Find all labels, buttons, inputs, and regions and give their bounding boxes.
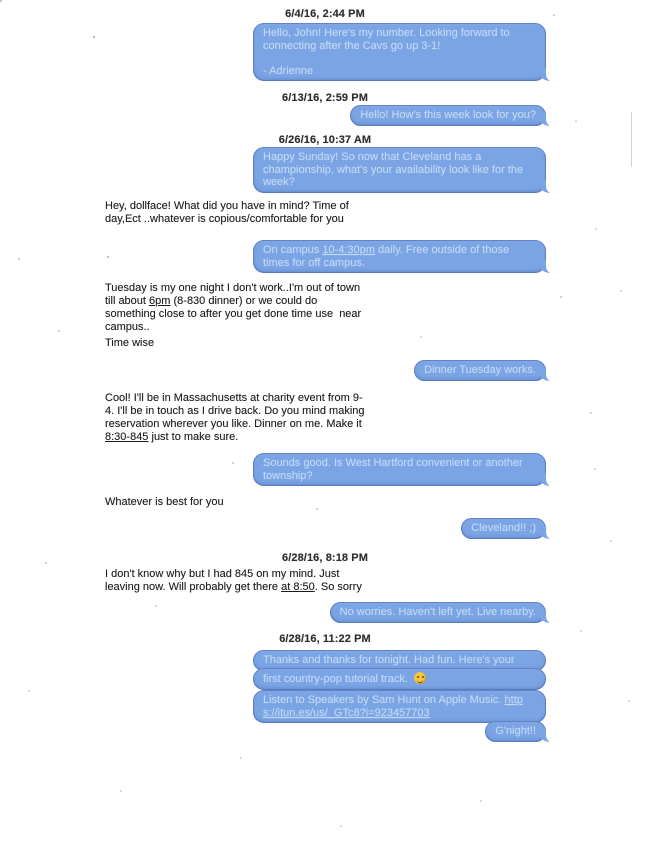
message-line xyxy=(263,176,536,189)
message-line xyxy=(105,295,361,308)
message-line xyxy=(105,337,154,350)
message-line xyxy=(263,707,536,720)
message-line xyxy=(105,568,362,581)
message-line xyxy=(105,418,365,431)
message-text: . So sorry xyxy=(314,580,362,593)
message-text: Hello! How's this week look for you? xyxy=(360,109,536,121)
message-text: just to make sure. xyxy=(148,430,239,443)
scan-noise-specks xyxy=(0,0,2,2)
sent-message-bubble xyxy=(253,453,546,486)
sent-message-bubble xyxy=(461,518,546,539)
message-text: Thanks and thanks for tonight. Had fun. Here's your xyxy=(263,654,515,666)
message-line xyxy=(105,213,349,226)
message-text: daily. Free outside of those xyxy=(374,244,510,256)
received-message-text xyxy=(105,568,362,594)
date-timestamp: 6/13/16, 2:59 PM xyxy=(282,92,368,104)
message-line xyxy=(105,581,362,594)
received-message-text xyxy=(105,392,365,444)
sent-message-bubble xyxy=(485,721,546,742)
message-text: campus.. xyxy=(105,320,150,333)
message-line xyxy=(263,244,536,257)
message-text: Hello, John! Here's my number. Looking forward to xyxy=(263,27,510,39)
message-line xyxy=(263,257,536,270)
message-text: Listen to Speakers by Sam Hunt on Apple Music. xyxy=(263,694,505,706)
message-text: something close to after you get done time use near xyxy=(105,307,362,320)
received-message-text xyxy=(105,200,349,226)
date-timestamp: 6/4/16, 2:44 PM xyxy=(285,8,365,20)
detected-link-text: http xyxy=(504,694,523,706)
message-line xyxy=(263,65,536,78)
message-line xyxy=(105,200,349,213)
detected-link-text: 8:30-845 xyxy=(105,430,149,443)
message-text: till about xyxy=(105,294,150,307)
message-line xyxy=(105,308,361,321)
message-text: championship, what's your availability look like for the xyxy=(263,163,524,176)
detected-link-text: 6pm xyxy=(149,294,171,307)
message-text: On campus xyxy=(263,244,323,256)
detected-link-text: s://itun.es/us/_GTc8?i=923457703 xyxy=(263,706,430,719)
message-line xyxy=(105,321,361,334)
message-line xyxy=(105,496,224,509)
message-text: Sounds good. Is West Hartford convenient or another xyxy=(263,457,523,469)
message-text: (8-830 dinner) or we could do xyxy=(170,294,318,307)
message-line xyxy=(360,109,536,122)
sent-message-bubble xyxy=(253,240,546,273)
detected-link-text: at 8:50 xyxy=(281,580,315,593)
message-line xyxy=(424,364,536,377)
message-text: Happy Sunday! So now that Cleveland has a xyxy=(263,151,482,163)
message-text: Cool! I'll be in Massachusetts at charity event from 9- xyxy=(105,392,363,404)
message-line xyxy=(471,522,536,535)
message-text: leaving now. Will probably get there xyxy=(105,580,282,593)
message-text: - Adrienne xyxy=(263,64,314,77)
message-line xyxy=(340,606,536,619)
message-text: Cleveland!! ;) xyxy=(471,522,536,534)
message-line xyxy=(263,40,536,53)
received-message-text xyxy=(105,337,154,350)
message-text: times for off campus. xyxy=(263,256,365,269)
message-line xyxy=(105,392,365,405)
message-line xyxy=(263,654,536,667)
message-text: 4. I'll be in touch as I drive back. Do you mind making xyxy=(105,404,365,417)
message-line xyxy=(263,52,536,65)
message-line xyxy=(263,27,536,40)
message-text: day,Ect ..whatever is copious/comfortable for you xyxy=(105,212,344,225)
message-text: Dinner Tuesday works. xyxy=(424,364,536,376)
date-timestamp: 6/28/16, 8:18 PM xyxy=(282,552,368,564)
message-text: connecting after the Cavs go up 3-1! xyxy=(263,39,441,52)
sent-message-bubble xyxy=(350,105,546,126)
wink-emoji-icon xyxy=(414,672,426,684)
sent-message-bubble xyxy=(414,360,546,381)
message-line xyxy=(263,457,536,470)
sent-message-bubble xyxy=(330,602,546,623)
date-timestamp: 6/26/16, 10:37 AM xyxy=(278,134,372,146)
message-text: reservation wherever you like. Dinner on me. Make it xyxy=(105,417,362,430)
date-timestamp: 6/28/16, 11:22 PM xyxy=(279,633,371,645)
sent-message-bubble xyxy=(253,690,546,723)
message-text: Tuesday is my one night I don't work..I'm out of town xyxy=(105,282,361,294)
message-text: No worries. Haven't left yet. Live nearby. xyxy=(339,606,536,618)
message-text: township? xyxy=(263,469,313,482)
message-text: Hey, dollface! What did you have in mind? Time of xyxy=(105,200,349,212)
message-text: Whatever is best for you xyxy=(105,496,224,508)
message-line xyxy=(495,725,536,738)
message-line xyxy=(263,672,536,686)
message-line xyxy=(105,405,365,418)
sent-message-bubble xyxy=(253,668,546,690)
message-text: G'night!! xyxy=(495,725,536,737)
message-line xyxy=(263,164,536,177)
message-line xyxy=(263,151,536,164)
received-message-text xyxy=(105,282,361,334)
sent-message-bubble xyxy=(253,147,546,193)
message-text: first country-pop tutorial track. xyxy=(263,673,414,685)
message-line xyxy=(263,470,536,483)
message-text: I don't know why but I had 845 on my mind. Just xyxy=(105,568,340,580)
message-line xyxy=(105,282,361,295)
message-text: week? xyxy=(263,176,295,188)
received-message-text xyxy=(105,496,224,509)
detected-link-text: 10-4:30pm xyxy=(322,244,375,256)
message-line xyxy=(263,694,536,707)
message-line xyxy=(105,431,365,444)
sent-message-bubble xyxy=(253,23,546,81)
message-text: Time wise xyxy=(105,337,155,349)
